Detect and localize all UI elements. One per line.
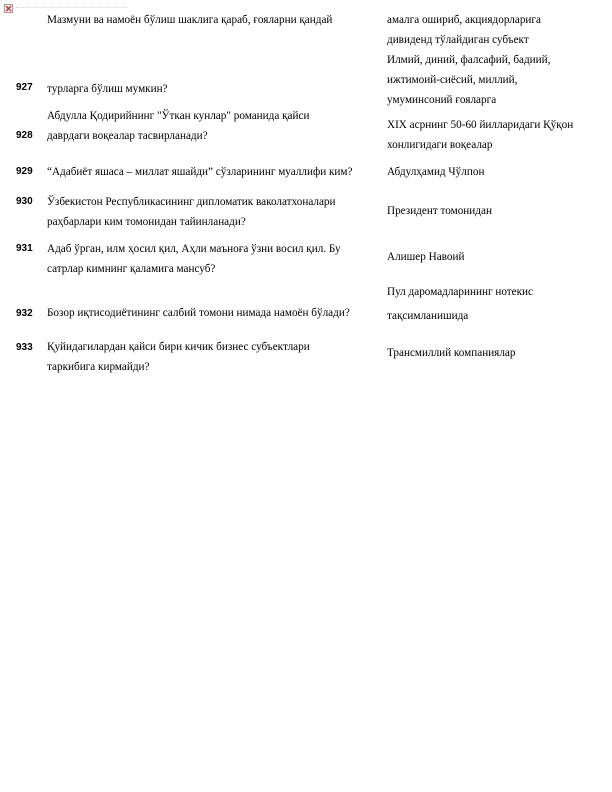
question-text: Абдулла Қодирийнинг "Ўткан кунлар" романида қайси даврдаги воқеалар тасвирланади? xyxy=(47,110,310,142)
question-number: 933 xyxy=(16,342,33,353)
question-text: Қуйидагилардан қайси бири кичик бизнес субъектлари таркибига кирмайди? xyxy=(47,341,310,373)
broken-image-icon xyxy=(4,4,13,13)
question-number: 927 xyxy=(16,82,33,93)
answer-text: Алишер Навоий xyxy=(387,251,465,263)
answer-text: Трансмиллий компаниялар xyxy=(387,347,516,359)
answer-text: ижтимоий-сиёсий, миллий, умуминсоний ғояларга xyxy=(387,74,518,106)
answer-text: Пул даромадларининг нотекис тақсимланишида xyxy=(387,286,534,322)
question-number: 931 xyxy=(16,243,33,254)
question-text: Бозор иқтисодиётининг салбий томони нимада намоён бўлади? xyxy=(47,307,350,319)
answer-text: амалга ошириб, акциядорларига дивиденд тўлайдиган субъект Илмий, диний, фалсафий, бадиий, xyxy=(387,14,551,66)
question-text: Адаб ўрган, илм ҳосил қил, Аҳли маъноға ўзни восил қил. Бу сатрлар кимнинг қаламига мансуб? xyxy=(47,243,341,275)
question-number: 930 xyxy=(16,196,33,207)
answer-text: XIX асрнинг 50-60 йилларидаги Қўқон хонлигидаги воқеалар xyxy=(387,119,574,151)
question-number: 928 xyxy=(16,130,33,141)
question-number: 929 xyxy=(16,166,33,177)
question-text: турларга бўлиш мумкин? xyxy=(47,83,168,95)
faint-rule xyxy=(16,7,128,8)
question-text: Ўзбекистон Республикасининг дипломатик ваколатхоналари раҳбарлари ким томонидан тайинланади? xyxy=(47,196,336,228)
question-text: “Адабиёт яшаса – миллат яшайди” сўзларининг муаллифи ким? xyxy=(47,166,353,178)
question-text: Мазмуни ва намоён бўлиш шаклига қараб, ғояларни қандай xyxy=(47,14,333,26)
question-number: 932 xyxy=(16,308,33,319)
answer-text: Президент томонидан xyxy=(387,205,492,217)
answer-text: Абдулҳамид Чўлпон xyxy=(387,166,485,178)
